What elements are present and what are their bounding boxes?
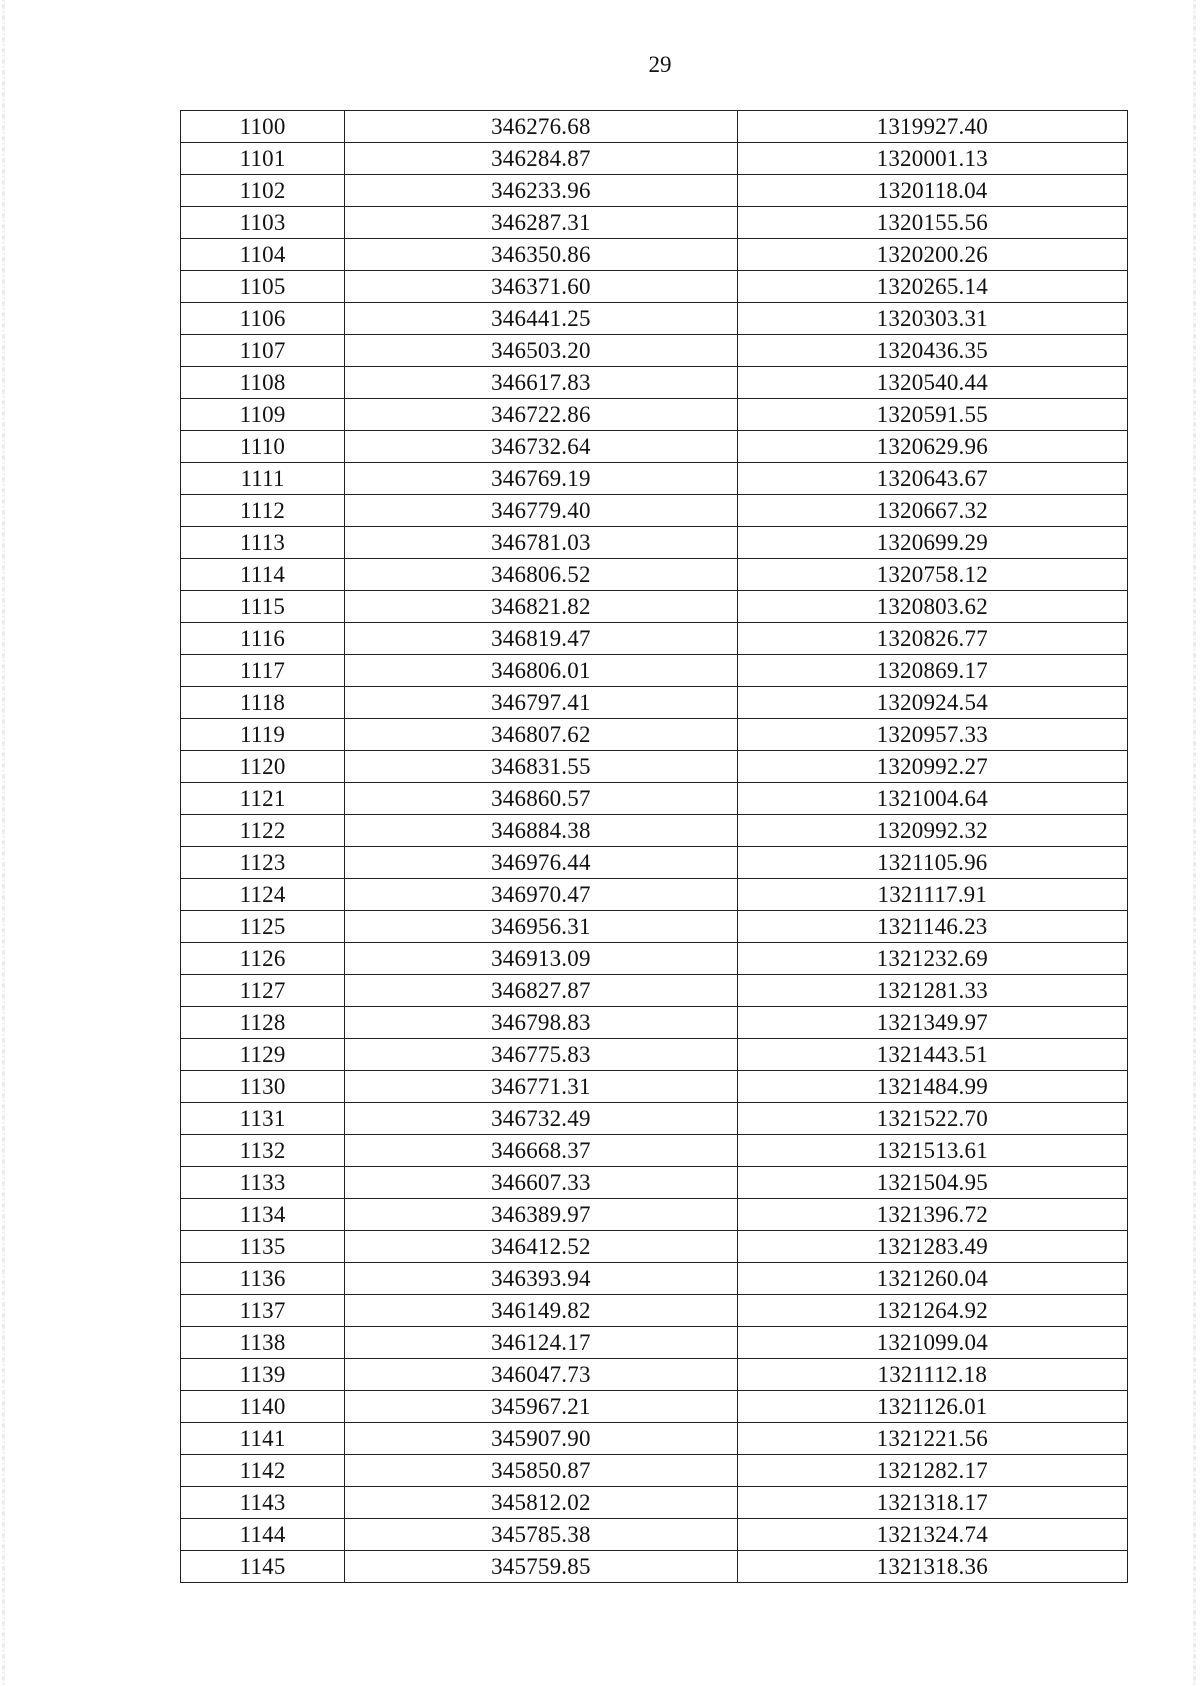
table-row [181, 1039, 1128, 1071]
table-row [181, 1263, 1128, 1295]
scan-edge-right [1193, 0, 1196, 1686]
y-coordinate-cell: 1321324.74 [737, 1519, 1127, 1551]
y-coordinate-cell: 1320699.29 [737, 527, 1127, 559]
y-coordinate-cell: 1321126.01 [737, 1391, 1127, 1423]
y-coordinate-cell: 1320629.96 [737, 431, 1127, 463]
point-id-cell: 1125 [181, 911, 345, 943]
x-coordinate-cell: 346287.31 [345, 207, 737, 239]
point-id-cell: 1103 [181, 207, 345, 239]
table-row [181, 559, 1128, 591]
x-coordinate-cell: 346441.25 [345, 303, 737, 335]
table-row [181, 1519, 1128, 1551]
x-coordinate-cell: 346771.31 [345, 1071, 737, 1103]
point-id-cell: 1118 [181, 687, 345, 719]
point-id-cell: 1106 [181, 303, 345, 335]
point-id-cell: 1136 [181, 1263, 345, 1295]
point-id-cell: 1137 [181, 1295, 345, 1327]
y-coordinate-cell: 1321146.23 [737, 911, 1127, 943]
point-id-cell: 1121 [181, 783, 345, 815]
table-row [181, 1487, 1128, 1519]
point-id-cell: 1132 [181, 1135, 345, 1167]
point-id-cell: 1110 [181, 431, 345, 463]
table-row [181, 1071, 1128, 1103]
x-coordinate-cell: 345785.38 [345, 1519, 737, 1551]
point-id-cell: 1134 [181, 1199, 345, 1231]
y-coordinate-cell: 1321232.69 [737, 943, 1127, 975]
y-coordinate-cell: 1319927.40 [737, 111, 1127, 143]
table-row [181, 655, 1128, 687]
point-id-cell: 1115 [181, 591, 345, 623]
point-id-cell: 1116 [181, 623, 345, 655]
point-id-cell: 1124 [181, 879, 345, 911]
x-coordinate-cell: 346976.44 [345, 847, 737, 879]
x-coordinate-cell: 346503.20 [345, 335, 737, 367]
y-coordinate-cell: 1320957.33 [737, 719, 1127, 751]
y-coordinate-cell: 1321318.17 [737, 1487, 1127, 1519]
table-row [181, 975, 1128, 1007]
x-coordinate-cell: 346831.55 [345, 751, 737, 783]
table-row [181, 1135, 1128, 1167]
table-row [181, 1103, 1128, 1135]
point-id-cell: 1142 [181, 1455, 345, 1487]
table-row [181, 527, 1128, 559]
y-coordinate-cell: 1321484.99 [737, 1071, 1127, 1103]
point-id-cell: 1129 [181, 1039, 345, 1071]
table-row [181, 271, 1128, 303]
point-id-cell: 1138 [181, 1327, 345, 1359]
table-row [181, 911, 1128, 943]
x-coordinate-cell: 346821.82 [345, 591, 737, 623]
x-coordinate-cell: 346860.57 [345, 783, 737, 815]
point-id-cell: 1145 [181, 1551, 345, 1583]
point-id-cell: 1112 [181, 495, 345, 527]
point-id-cell: 1117 [181, 655, 345, 687]
point-id-cell: 1105 [181, 271, 345, 303]
x-coordinate-cell: 346769.19 [345, 463, 737, 495]
coordinate-table-body [181, 111, 1128, 1583]
table-row [181, 1295, 1128, 1327]
y-coordinate-cell: 1320118.04 [737, 175, 1127, 207]
table-row [181, 687, 1128, 719]
table-row [181, 847, 1128, 879]
y-coordinate-cell: 1321318.36 [737, 1551, 1127, 1583]
y-coordinate-cell: 1320436.35 [737, 335, 1127, 367]
table-row [181, 239, 1128, 271]
table-row [181, 399, 1128, 431]
table-row [181, 783, 1128, 815]
table-row [181, 1423, 1128, 1455]
point-id-cell: 1114 [181, 559, 345, 591]
table-row [181, 1007, 1128, 1039]
table-row [181, 1199, 1128, 1231]
table-row [181, 495, 1128, 527]
x-coordinate-cell: 346779.40 [345, 495, 737, 527]
point-id-cell: 1113 [181, 527, 345, 559]
table-row [181, 591, 1128, 623]
point-id-cell: 1101 [181, 143, 345, 175]
x-coordinate-cell: 346956.31 [345, 911, 737, 943]
x-coordinate-cell: 346827.87 [345, 975, 737, 1007]
x-coordinate-cell: 346668.37 [345, 1135, 737, 1167]
table-row [181, 1231, 1128, 1263]
y-coordinate-cell: 1321504.95 [737, 1167, 1127, 1199]
point-id-cell: 1127 [181, 975, 345, 1007]
point-id-cell: 1119 [181, 719, 345, 751]
table-row [181, 1359, 1128, 1391]
table-row [181, 111, 1128, 143]
x-coordinate-cell: 346393.94 [345, 1263, 737, 1295]
x-coordinate-cell: 346607.33 [345, 1167, 737, 1199]
table-row [181, 943, 1128, 975]
x-coordinate-cell: 346350.86 [345, 239, 737, 271]
point-id-cell: 1135 [181, 1231, 345, 1263]
table-row [181, 207, 1128, 239]
y-coordinate-cell: 1321099.04 [737, 1327, 1127, 1359]
y-coordinate-cell: 1321105.96 [737, 847, 1127, 879]
x-coordinate-cell: 346722.86 [345, 399, 737, 431]
point-id-cell: 1133 [181, 1167, 345, 1199]
y-coordinate-cell: 1320200.26 [737, 239, 1127, 271]
y-coordinate-cell: 1321260.04 [737, 1263, 1127, 1295]
x-coordinate-cell: 346389.97 [345, 1199, 737, 1231]
x-coordinate-cell: 346806.52 [345, 559, 737, 591]
x-coordinate-cell: 346412.52 [345, 1231, 737, 1263]
table-row [181, 1327, 1128, 1359]
x-coordinate-cell: 346913.09 [345, 943, 737, 975]
y-coordinate-cell: 1320803.62 [737, 591, 1127, 623]
x-coordinate-cell: 345812.02 [345, 1487, 737, 1519]
point-id-cell: 1139 [181, 1359, 345, 1391]
x-coordinate-cell: 346276.68 [345, 111, 737, 143]
x-coordinate-cell: 346124.17 [345, 1327, 737, 1359]
x-coordinate-cell: 346617.83 [345, 367, 737, 399]
x-coordinate-cell: 346806.01 [345, 655, 737, 687]
point-id-cell: 1128 [181, 1007, 345, 1039]
x-coordinate-cell: 346284.87 [345, 143, 737, 175]
y-coordinate-cell: 1320540.44 [737, 367, 1127, 399]
y-coordinate-cell: 1321396.72 [737, 1199, 1127, 1231]
x-coordinate-cell: 345967.21 [345, 1391, 737, 1423]
y-coordinate-cell: 1321443.51 [737, 1039, 1127, 1071]
point-id-cell: 1144 [181, 1519, 345, 1551]
y-coordinate-cell: 1320869.17 [737, 655, 1127, 687]
point-id-cell: 1111 [181, 463, 345, 495]
x-coordinate-cell: 346798.83 [345, 1007, 737, 1039]
x-coordinate-cell: 346781.03 [345, 527, 737, 559]
table-row [181, 623, 1128, 655]
y-coordinate-cell: 1320303.31 [737, 303, 1127, 335]
point-id-cell: 1140 [181, 1391, 345, 1423]
x-coordinate-cell: 346775.83 [345, 1039, 737, 1071]
point-id-cell: 1123 [181, 847, 345, 879]
point-id-cell: 1131 [181, 1103, 345, 1135]
coordinate-table [180, 110, 1128, 1583]
x-coordinate-cell: 346797.41 [345, 687, 737, 719]
table-row [181, 1391, 1128, 1423]
y-coordinate-cell: 1321221.56 [737, 1423, 1127, 1455]
table-row [181, 1455, 1128, 1487]
table-row [181, 431, 1128, 463]
y-coordinate-cell: 1320591.55 [737, 399, 1127, 431]
x-coordinate-cell: 346371.60 [345, 271, 737, 303]
point-id-cell: 1100 [181, 111, 345, 143]
point-id-cell: 1126 [181, 943, 345, 975]
x-coordinate-cell: 345759.85 [345, 1551, 737, 1583]
x-coordinate-cell: 346970.47 [345, 879, 737, 911]
y-coordinate-cell: 1321117.91 [737, 879, 1127, 911]
table-row [181, 815, 1128, 847]
y-coordinate-cell: 1320001.13 [737, 143, 1127, 175]
point-id-cell: 1141 [181, 1423, 345, 1455]
table-row [181, 335, 1128, 367]
x-coordinate-cell: 346149.82 [345, 1295, 737, 1327]
table-row [181, 463, 1128, 495]
x-coordinate-cell: 346732.49 [345, 1103, 737, 1135]
x-coordinate-cell: 346233.96 [345, 175, 737, 207]
x-coordinate-cell: 346732.64 [345, 431, 737, 463]
x-coordinate-cell: 345907.90 [345, 1423, 737, 1455]
y-coordinate-cell: 1321282.17 [737, 1455, 1127, 1487]
y-coordinate-cell: 1321513.61 [737, 1135, 1127, 1167]
table-row [181, 751, 1128, 783]
y-coordinate-cell: 1321349.97 [737, 1007, 1127, 1039]
point-id-cell: 1104 [181, 239, 345, 271]
point-id-cell: 1107 [181, 335, 345, 367]
table-row [181, 1551, 1128, 1583]
table-row [181, 1167, 1128, 1199]
y-coordinate-cell: 1320826.77 [737, 623, 1127, 655]
table-row [181, 303, 1128, 335]
y-coordinate-cell: 1320155.56 [737, 207, 1127, 239]
page-number: 29 [648, 52, 672, 77]
x-coordinate-cell: 346807.62 [345, 719, 737, 751]
x-coordinate-cell: 346884.38 [345, 815, 737, 847]
point-id-cell: 1130 [181, 1071, 345, 1103]
y-coordinate-cell: 1320758.12 [737, 559, 1127, 591]
y-coordinate-cell: 1320924.54 [737, 687, 1127, 719]
table-row [181, 367, 1128, 399]
point-id-cell: 1108 [181, 367, 345, 399]
y-coordinate-cell: 1321264.92 [737, 1295, 1127, 1327]
table-row [181, 175, 1128, 207]
y-coordinate-cell: 1321004.64 [737, 783, 1127, 815]
x-coordinate-cell: 346819.47 [345, 623, 737, 655]
point-id-cell: 1120 [181, 751, 345, 783]
y-coordinate-cell: 1320992.27 [737, 751, 1127, 783]
point-id-cell: 1102 [181, 175, 345, 207]
point-id-cell: 1109 [181, 399, 345, 431]
table-row [181, 879, 1128, 911]
y-coordinate-cell: 1320992.32 [737, 815, 1127, 847]
point-id-cell: 1143 [181, 1487, 345, 1519]
scan-edge-left [2, 0, 5, 1686]
y-coordinate-cell: 1321112.18 [737, 1359, 1127, 1391]
table-row [181, 143, 1128, 175]
x-coordinate-cell: 345850.87 [345, 1455, 737, 1487]
x-coordinate-cell: 346047.73 [345, 1359, 737, 1391]
y-coordinate-cell: 1320643.67 [737, 463, 1127, 495]
point-id-cell: 1122 [181, 815, 345, 847]
y-coordinate-cell: 1321522.70 [737, 1103, 1127, 1135]
y-coordinate-cell: 1321281.33 [737, 975, 1127, 1007]
y-coordinate-cell: 1320265.14 [737, 271, 1127, 303]
table-row [181, 719, 1128, 751]
y-coordinate-cell: 1321283.49 [737, 1231, 1127, 1263]
y-coordinate-cell: 1320667.32 [737, 495, 1127, 527]
